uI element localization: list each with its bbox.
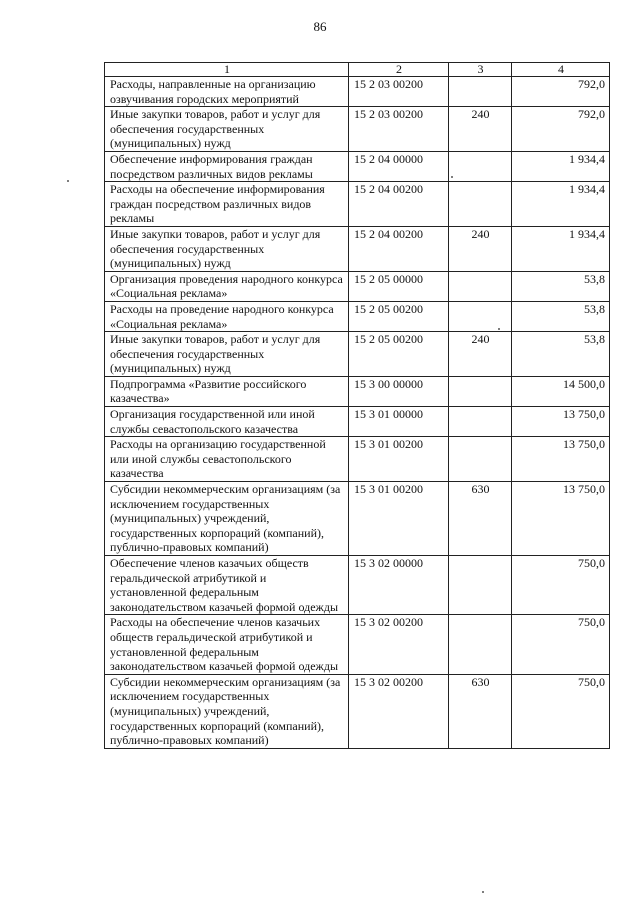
table-row — [105, 301, 610, 331]
target-code: 15 2 04 00200 — [349, 226, 449, 271]
amount: 14 500,0 — [512, 376, 610, 406]
amount: 750,0 — [512, 556, 610, 615]
table-row — [105, 107, 610, 152]
table-row — [105, 556, 610, 615]
expense-name: Обеспечение информирования граждан посредством различных видов рекламы — [105, 151, 349, 181]
target-code: 15 2 05 00200 — [349, 301, 449, 331]
amount: 750,0 — [512, 615, 610, 674]
table-header-row — [105, 63, 610, 77]
expense-name: Расходы на организацию государственной или иной службы севастопольского казачества — [105, 437, 349, 482]
target-code: 15 2 04 00000 — [349, 151, 449, 181]
table-row — [105, 271, 610, 301]
table-row — [105, 615, 610, 674]
amount: 792,0 — [512, 77, 610, 107]
target-code: 15 3 01 00000 — [349, 407, 449, 437]
expense-type — [449, 556, 512, 615]
expense-type — [449, 182, 512, 227]
expense-type: 630 — [449, 482, 512, 556]
expense-name: Организация государственной или иной службы севастопольского казачества — [105, 407, 349, 437]
expense-name: Иные закупки товаров, работ и услуг для обеспечения государственных (муниципальных) нужд — [105, 332, 349, 377]
amount: 792,0 — [512, 107, 610, 152]
expense-type — [449, 437, 512, 482]
budget-table — [104, 62, 610, 749]
expense-name: Подпрограмма «Развитие российского казачества» — [105, 376, 349, 406]
expense-type — [449, 271, 512, 301]
table-row — [105, 151, 610, 181]
expense-type: 240 — [449, 107, 512, 152]
target-code: 15 3 01 00200 — [349, 437, 449, 482]
amount: 13 750,0 — [512, 482, 610, 556]
scan-speck — [451, 176, 453, 178]
expense-type — [449, 615, 512, 674]
expense-type — [449, 376, 512, 406]
expense-type: 630 — [449, 674, 512, 748]
target-code: 15 2 03 00200 — [349, 77, 449, 107]
amount: 53,8 — [512, 332, 610, 377]
expense-type: 240 — [449, 226, 512, 271]
table-row — [105, 77, 610, 107]
table-row — [105, 482, 610, 556]
target-code: 15 2 05 00000 — [349, 271, 449, 301]
amount: 1 934,4 — [512, 226, 610, 271]
expense-name: Организация проведения народного конкурса «Социальная реклама» — [105, 271, 349, 301]
column-header-2: 2 — [349, 63, 449, 77]
expense-type: 240 — [449, 332, 512, 377]
scan-speck — [482, 891, 484, 893]
target-code: 15 2 05 00200 — [349, 332, 449, 377]
table-row — [105, 376, 610, 406]
expense-name: Иные закупки товаров, работ и услуг для обеспечения государственных (муниципальных) нужд — [105, 107, 349, 152]
target-code: 15 2 04 00200 — [349, 182, 449, 227]
amount: 13 750,0 — [512, 437, 610, 482]
expense-name: Расходы, направленные на организацию озвучивания городских мероприятий — [105, 77, 349, 107]
amount: 1 934,4 — [512, 182, 610, 227]
expense-type — [449, 301, 512, 331]
amount: 1 934,4 — [512, 151, 610, 181]
expense-name: Расходы на обеспечение членов казачьих обществ геральдической атрибутикой и установленной федеральным законодательством казачьей формой одежды — [105, 615, 349, 674]
page-number: 86 — [313, 19, 327, 34]
expense-type — [449, 151, 512, 181]
table-body — [105, 77, 610, 749]
expense-type — [449, 407, 512, 437]
target-code: 15 3 02 00200 — [349, 674, 449, 748]
expense-name: Субсидии некоммерческим организациям (за исключением государственных (муниципальных) учреждений, государственных корпораций (компаний), публично-правовых компаний) — [105, 674, 349, 748]
target-code: 15 2 03 00200 — [349, 107, 449, 152]
scan-speck — [498, 328, 500, 330]
expense-name: Субсидии некоммерческим организациям (за исключением государственных (муниципальных) учреждений, государственных корпораций (компаний), публично-правовых компаний) — [105, 482, 349, 556]
expense-name: Иные закупки товаров, работ и услуг для обеспечения государственных (муниципальных) нужд — [105, 226, 349, 271]
amount: 13 750,0 — [512, 407, 610, 437]
column-header-1: 1 — [105, 63, 349, 77]
target-code: 15 3 01 00200 — [349, 482, 449, 556]
amount: 53,8 — [512, 271, 610, 301]
target-code: 15 3 02 00200 — [349, 615, 449, 674]
scan-speck — [67, 180, 69, 182]
target-code: 15 3 02 00000 — [349, 556, 449, 615]
table-row — [105, 226, 610, 271]
table-row — [105, 437, 610, 482]
table-row — [105, 674, 610, 748]
expense-name: Расходы на обеспечение информирования граждан посредством различных видов рекламы — [105, 182, 349, 227]
expense-type — [449, 77, 512, 107]
table-row — [105, 182, 610, 227]
expense-name: Обеспечение членов казачьих обществ геральдической атрибутикой и установленной федеральным законодательством казачьей формой одежды — [105, 556, 349, 615]
column-header-3: 3 — [449, 63, 512, 77]
expense-name: Расходы на проведение народного конкурса «Социальная реклама» — [105, 301, 349, 331]
amount: 750,0 — [512, 674, 610, 748]
table-row — [105, 332, 610, 377]
amount: 53,8 — [512, 301, 610, 331]
table-row — [105, 407, 610, 437]
target-code: 15 3 00 00000 — [349, 376, 449, 406]
column-header-4: 4 — [512, 63, 610, 77]
